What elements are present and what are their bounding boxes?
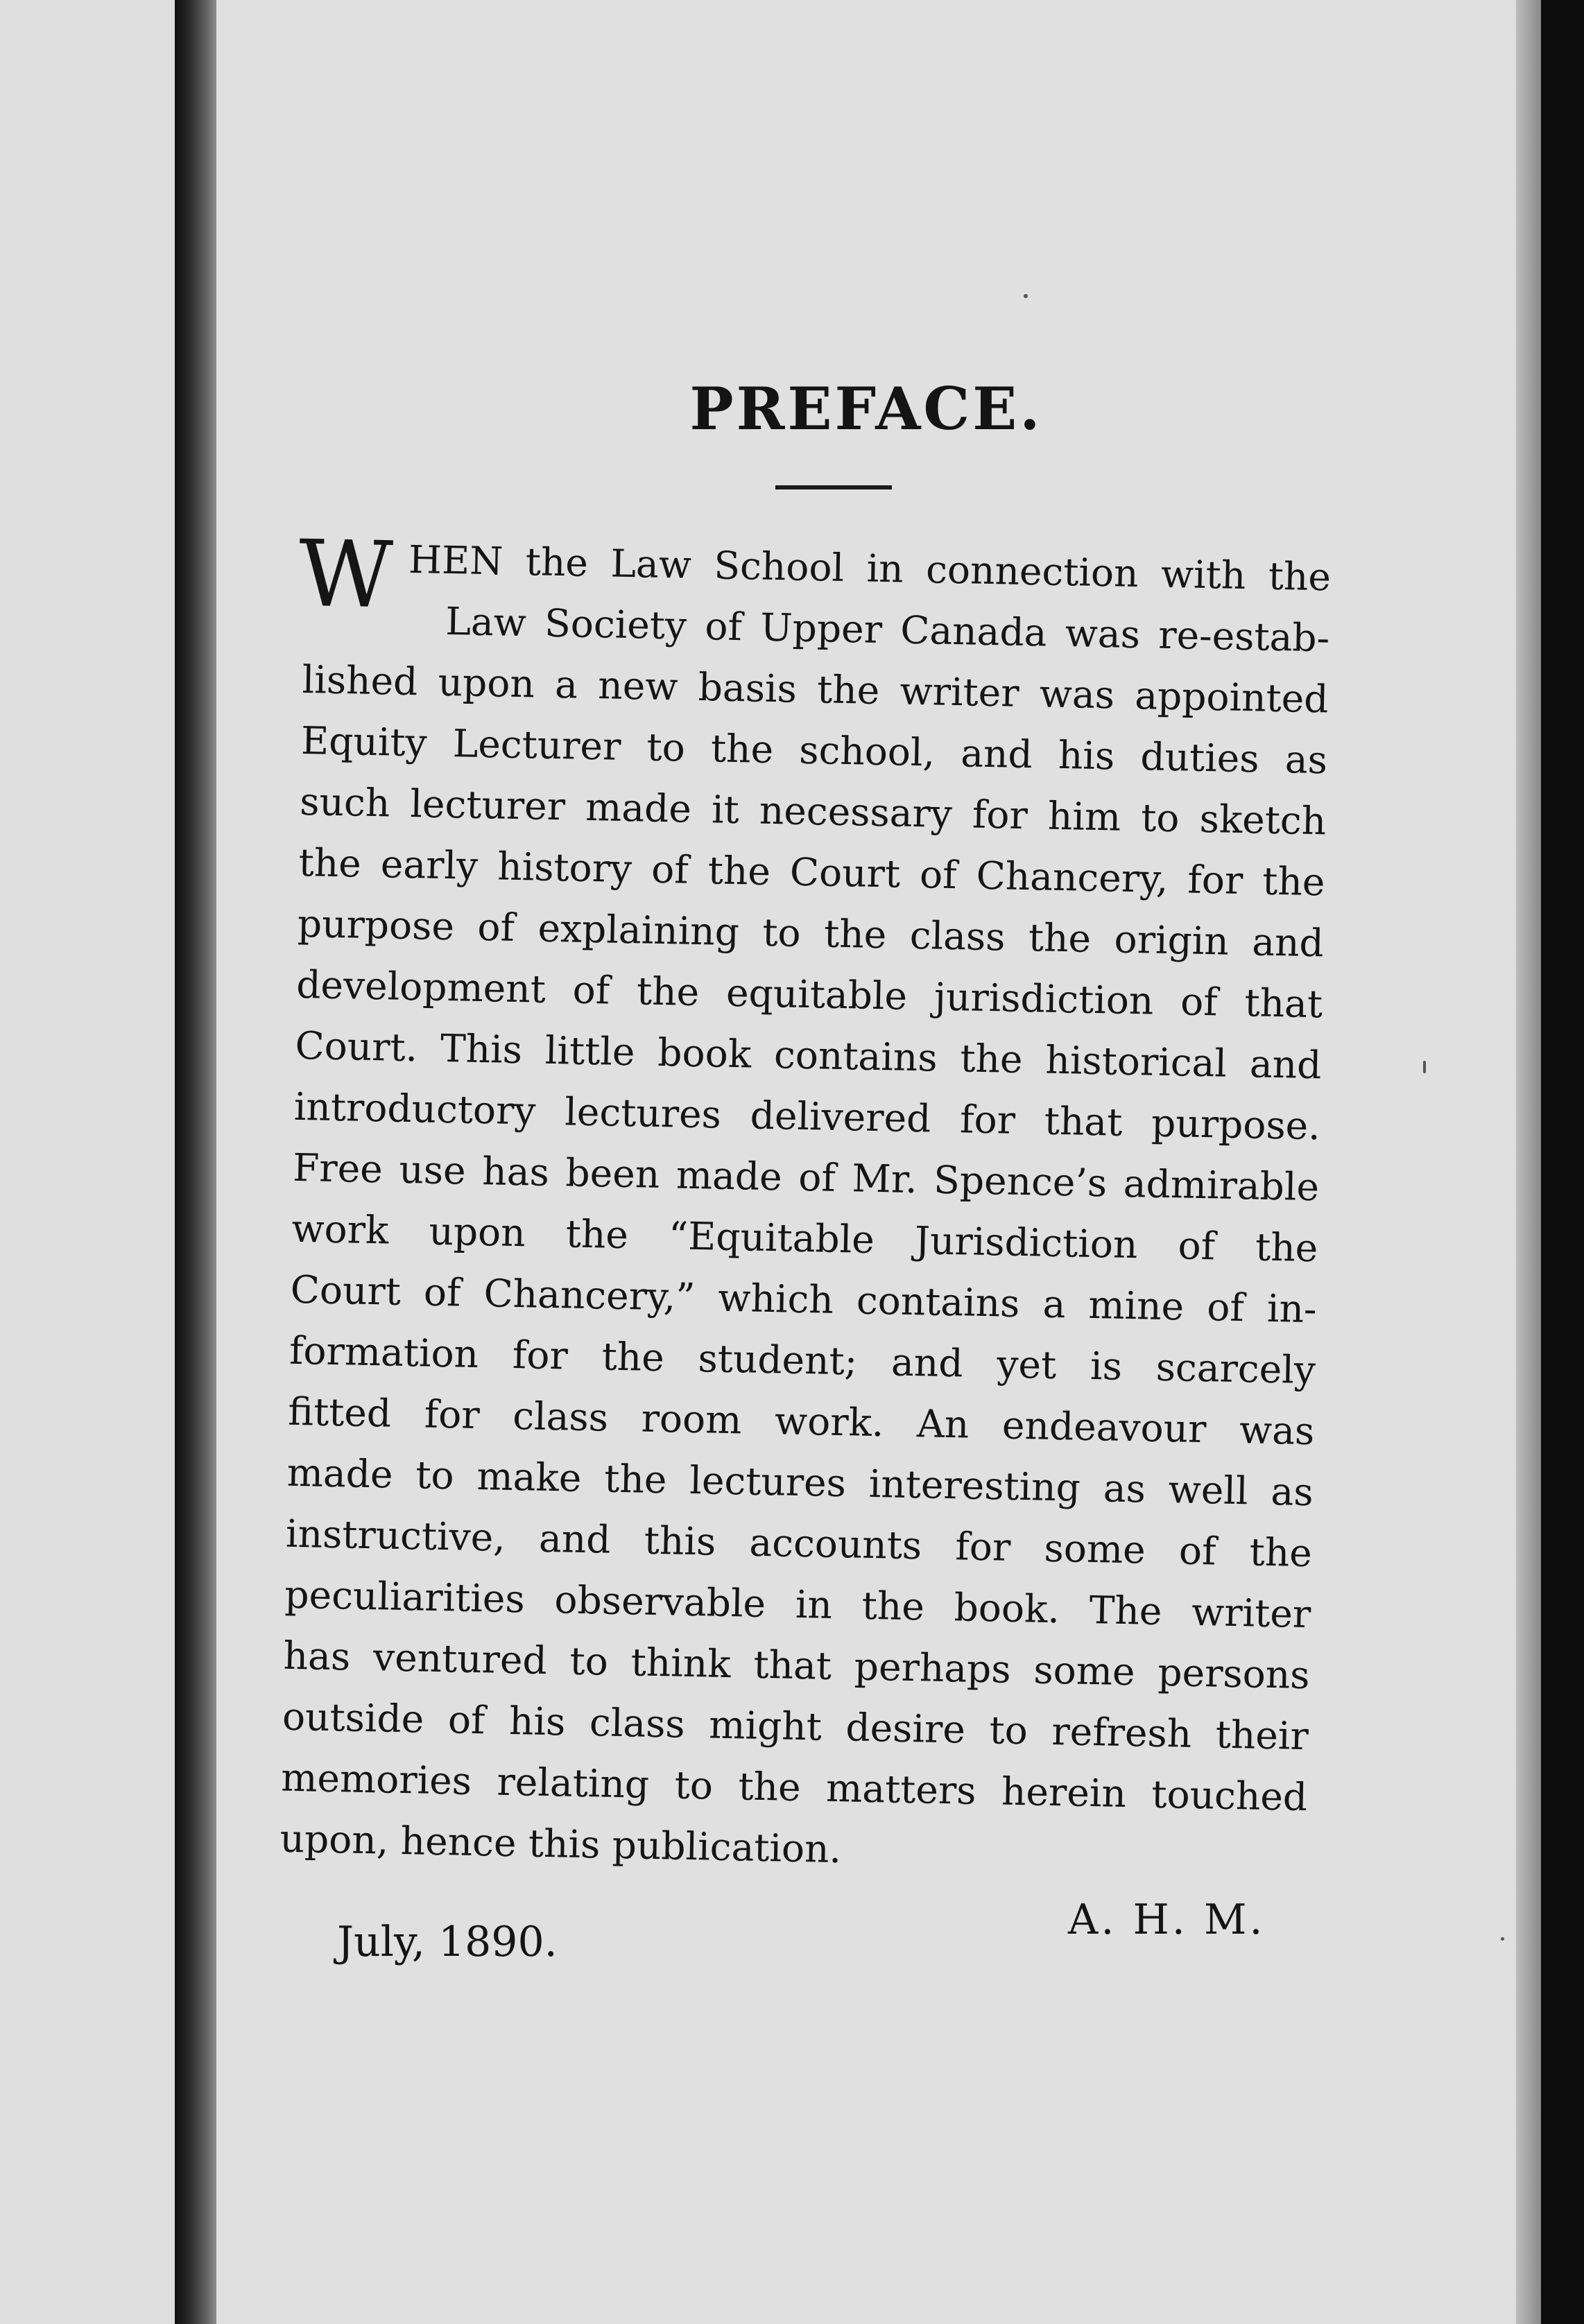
text-line: Free use has been made of Mr. Spence’s admirable [292,1145,1320,1210]
text-line: fitted for class room work. An endeavour was [287,1389,1315,1454]
text-line: instructive, and this accounts for some of the [285,1511,1313,1576]
title-rule [775,485,892,489]
text-line: development of the equitable jurisdiction of that [295,962,1323,1027]
author-initials: A. H. M. [1068,1896,1266,1944]
scan-border [1541,0,1584,2324]
scan-speck [1501,1937,1504,1941]
scan-speck [1423,1061,1426,1073]
preface-body [279,520,1332,1889]
text-line: such lecturer made it necessary for him to sketch [299,779,1327,844]
text-line: introductory lectures delivered for that purpose. [293,1084,1321,1149]
book-gutter [175,0,216,2324]
text-line: work upon the “Equitable Jurisdiction of the [291,1206,1318,1271]
page-title: PREFACE. [689,374,1043,443]
text-line: made to make the lectures interesting as well as [286,1450,1314,1515]
text-line: Equity Lecturer to the school, and his duties as [300,718,1328,783]
text-line: lished upon a new basis the writer was appointed [302,657,1329,722]
scan-speck [1024,294,1028,298]
text-line: has ventured to think that perhaps some persons [283,1633,1311,1698]
preface-date: July, 1890. [337,1918,558,1966]
text-line: Court of Chancery,” which contains a mine of in- [290,1267,1318,1332]
text-line: purpose of explaining to the class the origin and [297,901,1325,966]
text-line: Court. This little book contains the historical and [295,1023,1322,1088]
facing-page-edge [0,0,175,2324]
drop-cap: W [298,520,394,630]
text-line: HEN the Law School in connection with the [408,537,1332,600]
text-line: upon, hence this publication. [279,1816,842,1872]
text-line: peculiarities observable in the book. The writer [284,1572,1311,1637]
text-line: formation for the student; and yet is scarcely [289,1328,1316,1393]
text-line: Law Society of Upper Canada was re-estab- [445,598,1330,661]
text-line: memories relating to the matters herein touched [280,1755,1308,1820]
text-line: the early history of the Court of Chancery, for the [298,840,1326,905]
page-fore-edge [1516,0,1541,2324]
text-line: outside of his class might desire to refresh their [282,1694,1309,1759]
